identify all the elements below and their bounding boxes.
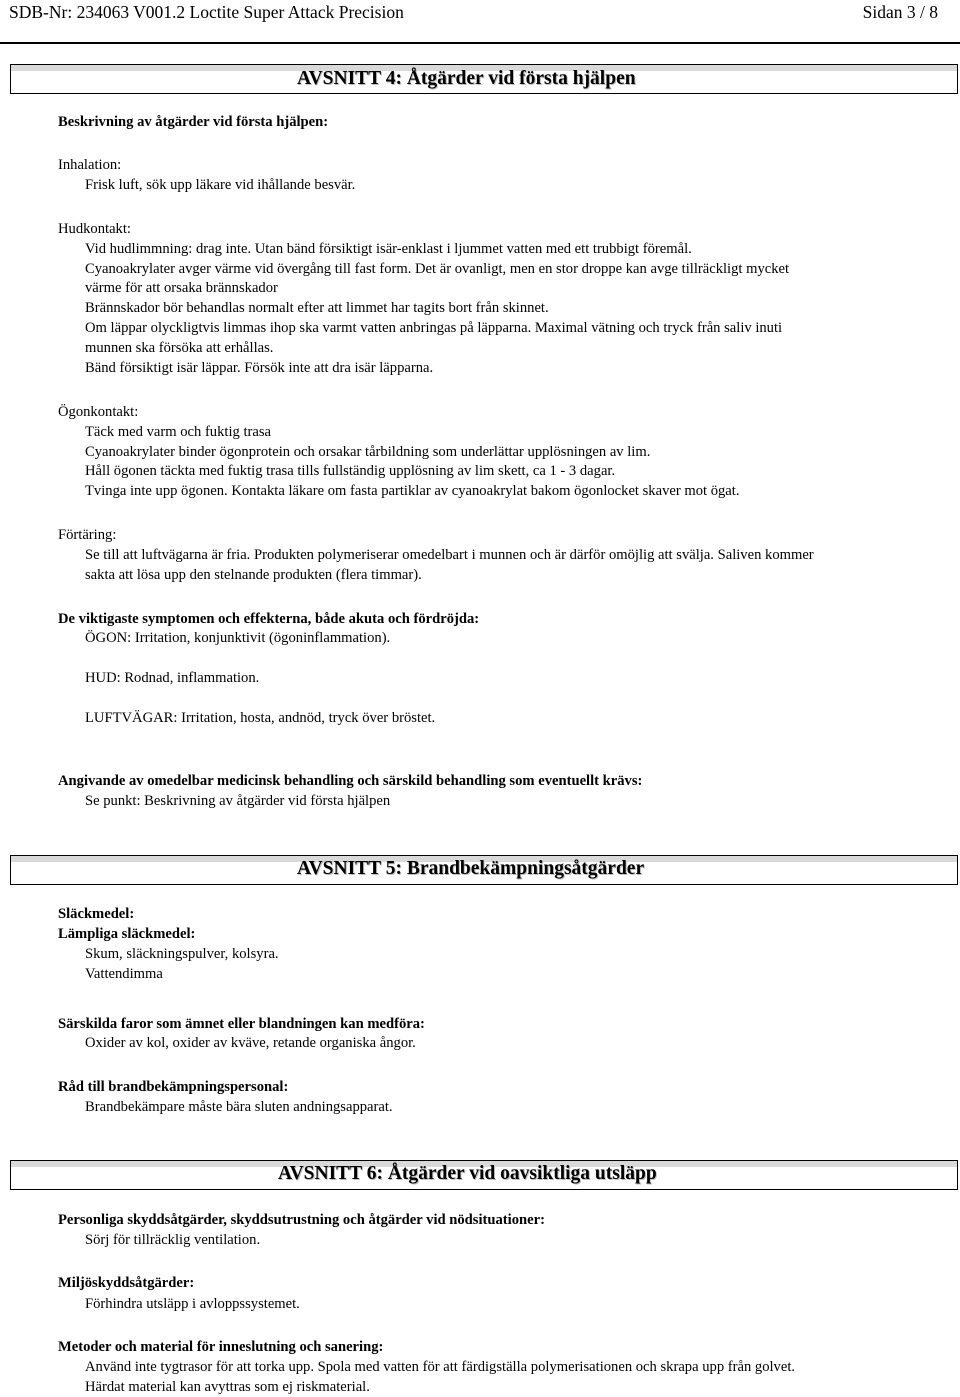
- special-hazards-text: Oxider av kol, oxider av kväve, retande organiska ångor.: [85, 1035, 416, 1051]
- skin-contact-line: Cyanoakrylater avger värme vid övergång till fast form. Det är ovanligt, men en stor droppe kan avge tillräckligt mycket: [85, 261, 790, 277]
- eye-contact-line: Håll ögonen täckta med fuktig trasa tills fullständig upplösning av lim skett, ca 1 - 3 dagar.: [85, 463, 616, 479]
- containment-methods-line: Använd inte tygtrasor för att torka upp. Spola med vatten för att färdigställa polymerisationen och skrapa upp från golvet.: [85, 1359, 796, 1375]
- page-number: Sidan 3 / 8: [862, 2, 938, 22]
- firefighter-advice-heading: Råd till brandbekämpningspersonal:: [58, 1079, 289, 1095]
- extinguishing-media-heading: Släckmedel:: [58, 906, 135, 922]
- symptoms-airways: LUFTVÄGAR: Irritation, hosta, andnöd, tryck över bröstet.: [85, 710, 436, 726]
- suitable-media-line: Vattendimma: [85, 966, 163, 982]
- eye-contact-line: Tvinga inte upp ögonen. Kontakta läkare om fasta partiklar av cyanoakrylat bakom ögonlocket skaver mot ögat.: [85, 483, 740, 499]
- environmental-precautions-text: Förhindra utsläpp i avloppssystemet.: [85, 1296, 300, 1312]
- environmental-precautions-heading: Miljöskyddsåtgärder:: [58, 1275, 195, 1291]
- eye-contact-label: Ögonkontakt:: [58, 404, 139, 420]
- skin-contact-line: Brännskador bör behandlas normalt efter att limmet har tagits bort från skinnet.: [85, 300, 549, 316]
- suitable-media-line: Skum, släckningspulver, kolsyra.: [85, 946, 279, 962]
- skin-contact-label: Hudkontakt:: [58, 221, 131, 237]
- treatment-text: Se punkt: Beskrivning av åtgärder vid första hjälpen: [85, 793, 391, 809]
- firefighter-advice-text: Brandbekämpare måste bära sluten andningsapparat.: [85, 1099, 393, 1115]
- containment-methods-heading: Metoder och material för inneslutning och sanering:: [58, 1339, 384, 1355]
- special-hazards-heading: Särskilda faror som ämnet eller blandningen kan medföra:: [58, 1016, 425, 1032]
- skin-contact-line: munnen ska försöka att erhållas.: [85, 340, 274, 356]
- personal-precautions-text: Sörj för tillräcklig ventilation.: [85, 1232, 261, 1248]
- treatment-heading: Angivande av omedelbar medicinsk behandling och särskild behandling som eventuellt krävs:: [58, 773, 643, 789]
- header-divider: [0, 42, 960, 44]
- personal-precautions-heading: Personliga skyddsåtgärder, skyddsutrustning och åtgärder vid nödsituationer:: [58, 1212, 545, 1228]
- skin-contact-line: Om läppar olyckligtvis limmas ihop ska varmt vatten anbringas på läpparna. Maximal vätning och tryck från saliv inuti: [85, 320, 783, 336]
- symptoms-heading: De viktigaste symptomen och effekterna, både akuta och fördröjda:: [58, 611, 480, 627]
- ingestion-line: Se till att luftvägarna är fria. Produkten polymeriserar omedelbart i munnen och är därför omöjlig att svälja. Saliven kommer: [85, 547, 814, 563]
- document-header-id: SDB-Nr: 234063 V001.2 Loctite Super Attack Precision: [9, 2, 404, 22]
- first-aid-description-heading: Beskrivning av åtgärder vid första hjälpen:: [58, 114, 329, 130]
- eye-contact-line: Cyanoakrylater binder ögonprotein och orsakar tårbildning som underlättar upplösningen av lim.: [85, 444, 651, 460]
- symptoms-skin: HUD: Rodnad, inflammation.: [85, 670, 260, 686]
- section-6-title: AVSNITT 6: Åtgärder vid oavsiktliga utsläpp: [278, 1163, 657, 1184]
- section-4-title: AVSNITT 4: Åtgärder vid första hjälpen: [297, 68, 636, 89]
- inhalation-text: Frisk luft, sök upp läkare vid ihållande besvär.: [85, 177, 356, 193]
- ingestion-label: Förtäring:: [58, 527, 117, 543]
- containment-methods-line: Härdat material kan avyttras som ej riskmaterial.: [85, 1379, 370, 1395]
- symptoms-eyes: ÖGON: Irritation, konjunktivit (ögoninflammation).: [85, 630, 391, 646]
- skin-contact-line: Bänd försiktigt isär läppar. Försök inte att dra isär läpparna.: [85, 360, 434, 376]
- suitable-media-heading: Lämpliga släckmedel:: [58, 926, 196, 942]
- inhalation-label: Inhalation:: [58, 157, 122, 173]
- skin-contact-line: Vid hudlimmning: drag inte. Utan bänd försiktigt isär-enklast i ljummet vatten med ett trubbigt föremål.: [85, 241, 692, 257]
- skin-contact-line: värme för att orsaka brännskador: [85, 280, 278, 296]
- ingestion-line: sakta att lösa upp den stelnande produkten (flera timmar).: [85, 567, 422, 583]
- section-5-title: AVSNITT 5: Brandbekämpningsåtgärder: [297, 858, 645, 879]
- eye-contact-line: Täck med varm och fuktig trasa: [85, 424, 271, 440]
